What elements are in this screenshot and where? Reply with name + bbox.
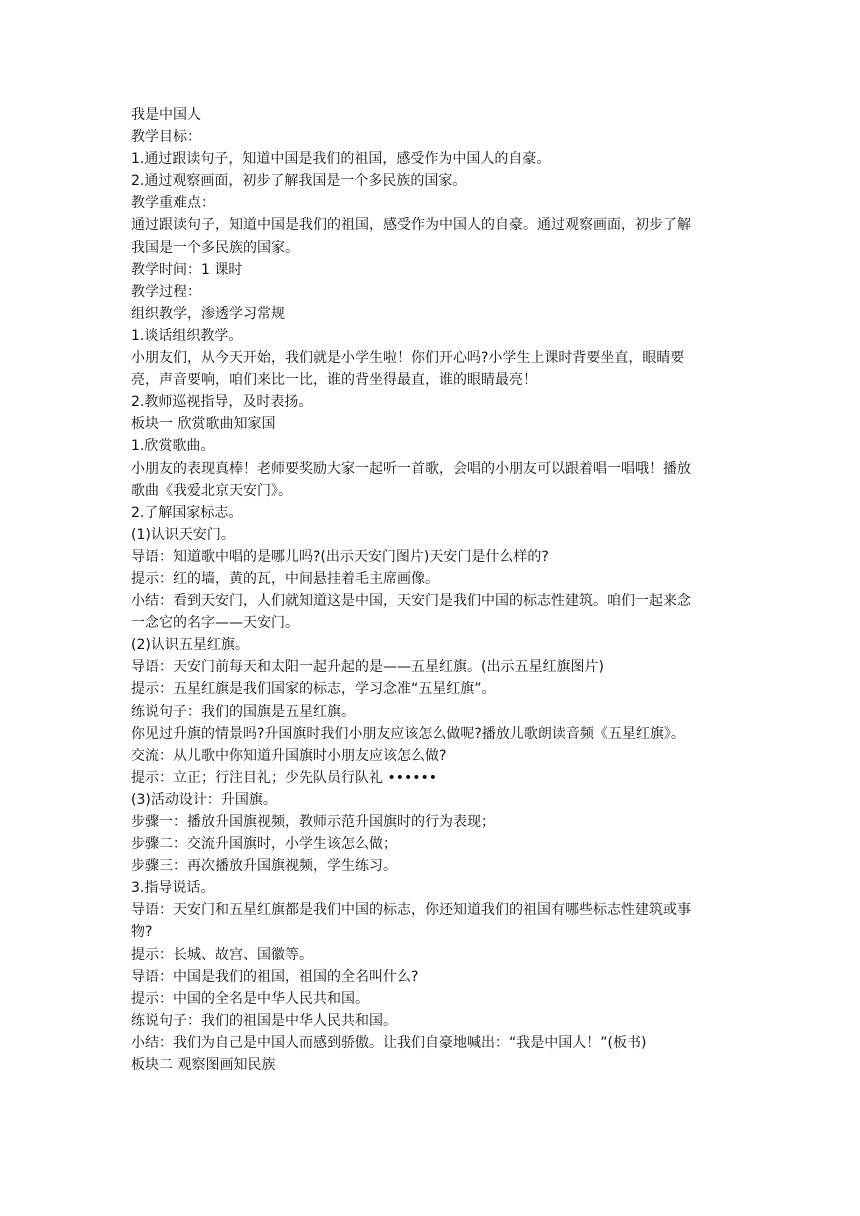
paragraph-line: 2.了解国家标志。 [131, 504, 243, 521]
paragraph-line: 提示：长城、故宫、国徽等。 [131, 946, 313, 963]
document-title: 我是中国人 [131, 107, 201, 123]
document-page [131, 104, 733, 1076]
section-heading-key-points: 教学重难点： [131, 195, 215, 212]
paragraph-line: 步骤一：播放升国旗视频，教师示范升国旗时的行为表现； [131, 814, 495, 830]
paragraph-line: 练说句子：我们的祖国是中华人民共和国。 [131, 1012, 397, 1029]
paragraph-line: 导语：天安门前每天和太阳一起升起的是——五星红旗。(出示五星红旗图片) [131, 659, 604, 676]
paragraph-line: 小结：我们为自己是中国人而感到骄傲。让我们自豪地喊出：“我是中国人！”(板书) [131, 1034, 647, 1051]
paragraph-line: 我国是一个多民族的国家。 [131, 239, 299, 256]
paragraph-line: 导语：中国是我们的祖国，祖国的全名叫什么? [131, 968, 419, 985]
paragraph-line: 练说句子：我们的国旗是五星红旗。 [131, 703, 355, 720]
paragraph-line: 小结：看到天安门，人们就知道这是中国，天安门是我们中国的标志性建筑。咱们一起来念 [131, 593, 691, 610]
paragraph-line: 3.指导说话。 [131, 880, 215, 897]
paragraph-line: 一念它的名字——天安门。 [131, 615, 299, 632]
paragraph-line: 通过跟读句子，知道中国是我们的祖国，感受作为中国人的自豪。通过观察画面，初步了解 [131, 217, 691, 234]
paragraph-line: 1.欣赏歌曲。 [131, 438, 215, 455]
paragraph-line: 你见过升旗的情景吗?升国旗时我们小朋友应该怎么做呢?播放儿歌朗读音频《五星红旗》。 [131, 725, 685, 742]
paragraph-line: 提示：五星红旗是我们国家的标志，学习念准“五星红旗”。 [131, 681, 496, 698]
paragraph-line: 提示：立正；行注目礼；少先队员行队礼 •••••• [131, 769, 437, 786]
paragraph-line: (1)认识天安门。 [131, 526, 235, 543]
paragraph-line: 步骤三：再次播放升国旗视频，学生练习。 [131, 858, 397, 875]
paragraph-line: 1.谈话组织教学。 [131, 327, 243, 344]
paragraph-line: 交流：从儿歌中你知道升国旗时小朋友应该怎么做? [131, 747, 447, 764]
paragraph-line: 小朋友们，从今天开始，我们就是小学生啦！你们开心吗?小学生上课时背要坐直，眼睛要 [131, 350, 685, 367]
paragraph-line: 组织教学，渗透学习常规 [131, 305, 285, 322]
paragraph-line: 歌曲《我爱北京天安门》。 [131, 482, 292, 499]
paragraph-line: 教学时间：1 课时 [131, 261, 243, 278]
paragraph-line: 提示：中国的全名是中华人民共和国。 [131, 990, 369, 1007]
paragraph-line: 2.教师巡视指导，及时表扬。 [131, 394, 313, 411]
paragraph-line: 1.通过跟读句子，知道中国是我们的祖国，感受作为中国人的自豪。 [131, 151, 551, 168]
paragraph-line: 提示：红的墙，黄的瓦，中间悬挂着毛主席画像。 [131, 570, 439, 587]
paragraph-line: 2.通过观察画面，初步了解我国是一个多民族的国家。 [131, 173, 467, 190]
paragraph-line: 小朋友的表现真棒！老师要奖励大家一起听一首歌，会唱的小朋友可以跟着唱一唱哦！播放 [131, 460, 691, 477]
paragraph-line: 导语：知道歌中唱的是哪儿吗?(出示天安门图片)天安门是什么样的? [131, 548, 549, 565]
section-heading-block-one: 板块一 欣赏歌曲知家国 [131, 416, 276, 433]
section-heading-block-two: 板块二 观察图画知民族 [131, 1057, 276, 1074]
paragraph-line: 亮，声音要响，咱们来比一比，谁的背坐得最直，谁的眼睛最亮！ [131, 372, 537, 389]
paragraph-line: 物? [131, 924, 153, 941]
paragraph-line: 步骤二：交流升国旗时，小学生该怎么做； [131, 836, 397, 853]
section-heading-objectives: 教学目标： [131, 129, 201, 146]
paragraph-line: (2)认识五星红旗。 [131, 637, 249, 654]
paragraph-line: (3)活动设计：升国旗。 [131, 791, 277, 808]
paragraph-line: 导语：天安门和五星红旗都是我们中国的标志，你还知道我们的祖国有哪些标志性建筑或事 [131, 902, 691, 919]
section-heading-process: 教学过程： [131, 283, 201, 300]
